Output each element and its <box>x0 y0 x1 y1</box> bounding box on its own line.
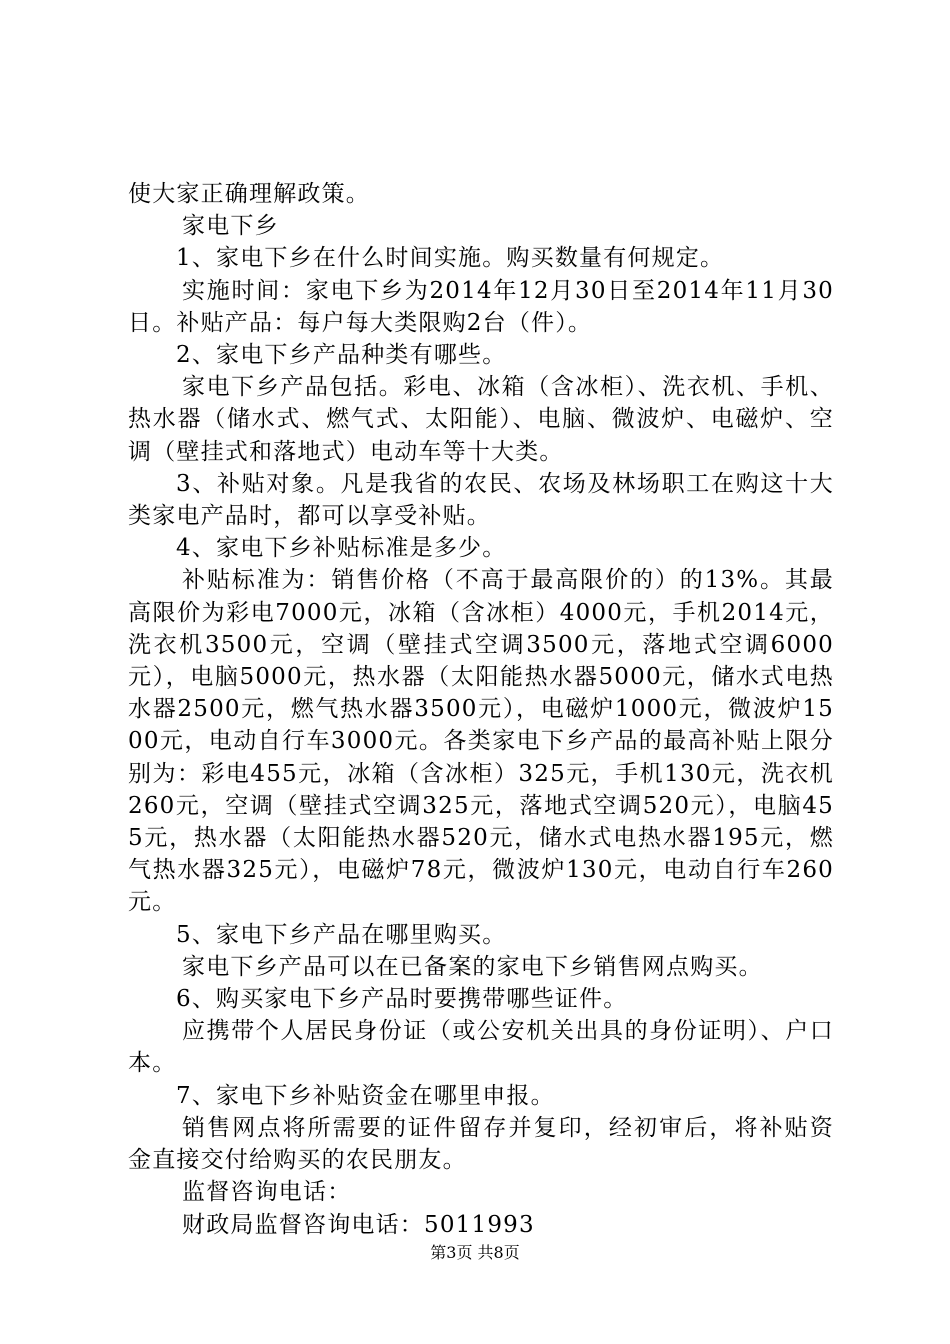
answer-4: 补贴标准为：销售价格（不高于最高限价的）的13%。其最高限价为彩电7000元，冰箱（含冰柜）4000元，手机2014元，洗衣机3500元，空调（壁挂式空调3500元，落地式空调6000元），电脑5000元，热水器（太阳能热水器5000元，储水式电热水器2500元，燃气热水器3500元），电磁炉1000元，微波炉1500元，电动自行车3000元。各类家电下乡产品的最高补贴上限分别为：彩电455元，冰箱（含冰柜）325元，手机130元，洗衣机260元，空调（壁挂式空调325元，落地式空调520元），电脑455元，热水器（太阳能热水器520元，储水式电热水器195元，燃气热水器325元），电磁炉78元，微波炉130元，电动自行车260元。 <box>128 567 834 916</box>
hotline-heading: 监督咨询电话： <box>182 1179 352 1206</box>
answer-2: 家电下乡产品包括。彩电、冰箱（含冰柜）、洗衣机、手机、热水器（储水式、燃气式、太阳能）、电脑、微波炉、电磁炉、空调（壁挂式和落地式）电动车等十大类。 <box>128 374 834 465</box>
answer-5: 家电下乡产品可以在已备案的家电下乡销售网点购买。 <box>182 953 763 980</box>
question-3: 3、补贴对象。凡是我省的农民、农场及林场职工在购这十大类家电产品时，都可以享受补贴。 <box>128 470 834 530</box>
question-7: 7、家电下乡补贴资金在哪里申报。 <box>176 1082 555 1109</box>
section-heading: 家电下乡 <box>182 213 279 240</box>
question-5: 5、家电下乡产品在哪里购买。 <box>176 921 507 948</box>
document-body <box>128 178 834 1241</box>
paragraph-intro: 使大家正确理解政策。 <box>128 181 370 207</box>
question-2: 2、家电下乡产品种类有哪些。 <box>176 342 507 369</box>
hotline-number: 财政局监督咨询电话：5011993 <box>182 1211 535 1238</box>
answer-6: 应携带个人居民身份证（或公安机关出具的身份证明）、户口本。 <box>128 1018 834 1077</box>
question-4: 4、家电下乡补贴标准是多少。 <box>176 535 507 562</box>
page-number: 第3页 共8页 <box>430 1243 520 1262</box>
question-1: 1、家电下乡在什么时间实施。购买数量有何规定。 <box>176 245 725 272</box>
answer-7: 销售网点将所需要的证件留存并复印，经初审后，将补贴资金直接交付给购买的农民朋友。 <box>128 1114 834 1174</box>
question-6: 6、购买家电下乡产品时要携带哪些证件。 <box>176 986 628 1013</box>
answer-1: 实施时间：家电下乡为2014年12月30日至2014年11月30日。补贴产品：每户每大类限购2台（件）。 <box>128 277 834 336</box>
